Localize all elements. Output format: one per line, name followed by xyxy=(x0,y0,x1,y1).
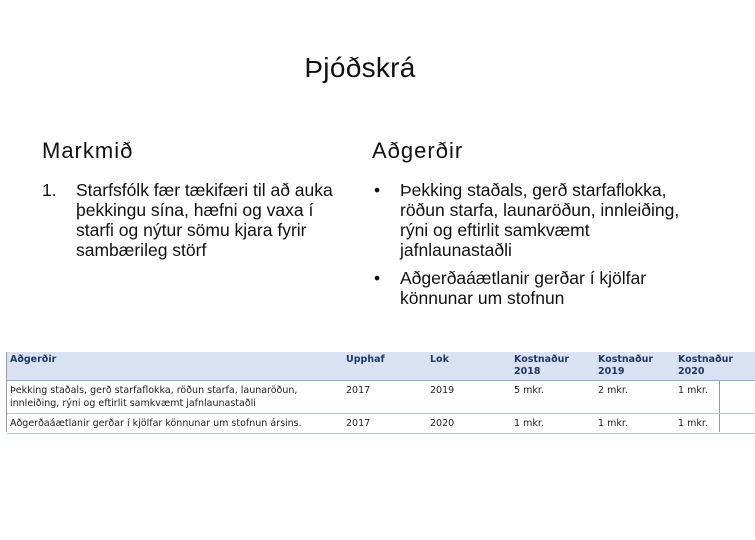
actions-column xyxy=(372,138,692,316)
table-header-cell: Upphaf xyxy=(343,352,427,381)
goals-column xyxy=(42,138,342,268)
table-cell: 2017 xyxy=(343,381,427,414)
action-item xyxy=(372,180,692,260)
goal-text: Starfsfólk fær tækifæri til að auka þekkingu sína, hæfni og vaxa í starfi og nýtur sömu kjara fyrir sambærileg störf xyxy=(76,180,333,260)
table-cell: 5 mkr. xyxy=(511,381,595,414)
action-text: Aðgerðaáætlanir gerðar í kjölfar könnunar um stofnun xyxy=(400,268,647,308)
action-item xyxy=(372,268,692,308)
table-cell: Þekking staðals, gerð starfaflokka, röðun starfa, launaröðun, innleiðing, rýni og eftirlit samkvæmt jafnlaunastaðli xyxy=(7,381,343,414)
table-header-cell: Aðgerðir xyxy=(7,352,343,381)
table-cell: 1 mkr. xyxy=(595,414,675,434)
table-header-cell: Kostnaður 2018 xyxy=(511,352,595,381)
table-cell: 1 mkr. xyxy=(675,414,755,434)
action-text: Þekking staðals, gerð starfaflokka, röðun starfa, launaröðun, innleiðing, rýni og eftirlit samkvæmt jafnlaunastaðli xyxy=(400,180,680,260)
table-cell: Aðgerðaáætlanir gerðar í kjölfar könnunar um stofnun ársins. xyxy=(7,414,343,434)
table-header-cell: Kostnaður 2019 xyxy=(595,352,675,381)
goal-item xyxy=(42,180,342,260)
goals-heading: Markmið xyxy=(42,138,134,163)
bullet-icon: • xyxy=(374,268,381,288)
table-cell: 2020 xyxy=(427,414,511,434)
actions-heading: Aðgerðir xyxy=(372,138,464,163)
bullet-icon: • xyxy=(374,180,381,200)
cost-table xyxy=(7,352,755,434)
cost-table-image xyxy=(6,352,734,432)
table-cell: 1 mkr. xyxy=(511,414,595,434)
table-header-row xyxy=(7,352,755,381)
table-header-cell: Lok xyxy=(427,352,511,381)
table-row xyxy=(7,381,755,414)
table-cell: 1 mkr. xyxy=(675,381,755,414)
table-cell: 2019 xyxy=(427,381,511,414)
table-cell: 2 mkr. xyxy=(595,381,675,414)
table-cell: 2017 xyxy=(343,414,427,434)
table-header-cell: Kostnaður 2020 xyxy=(675,352,755,381)
slide-title: Þjóðskrá xyxy=(304,52,416,83)
table-row xyxy=(7,414,755,434)
list-number: 1. xyxy=(42,180,57,200)
